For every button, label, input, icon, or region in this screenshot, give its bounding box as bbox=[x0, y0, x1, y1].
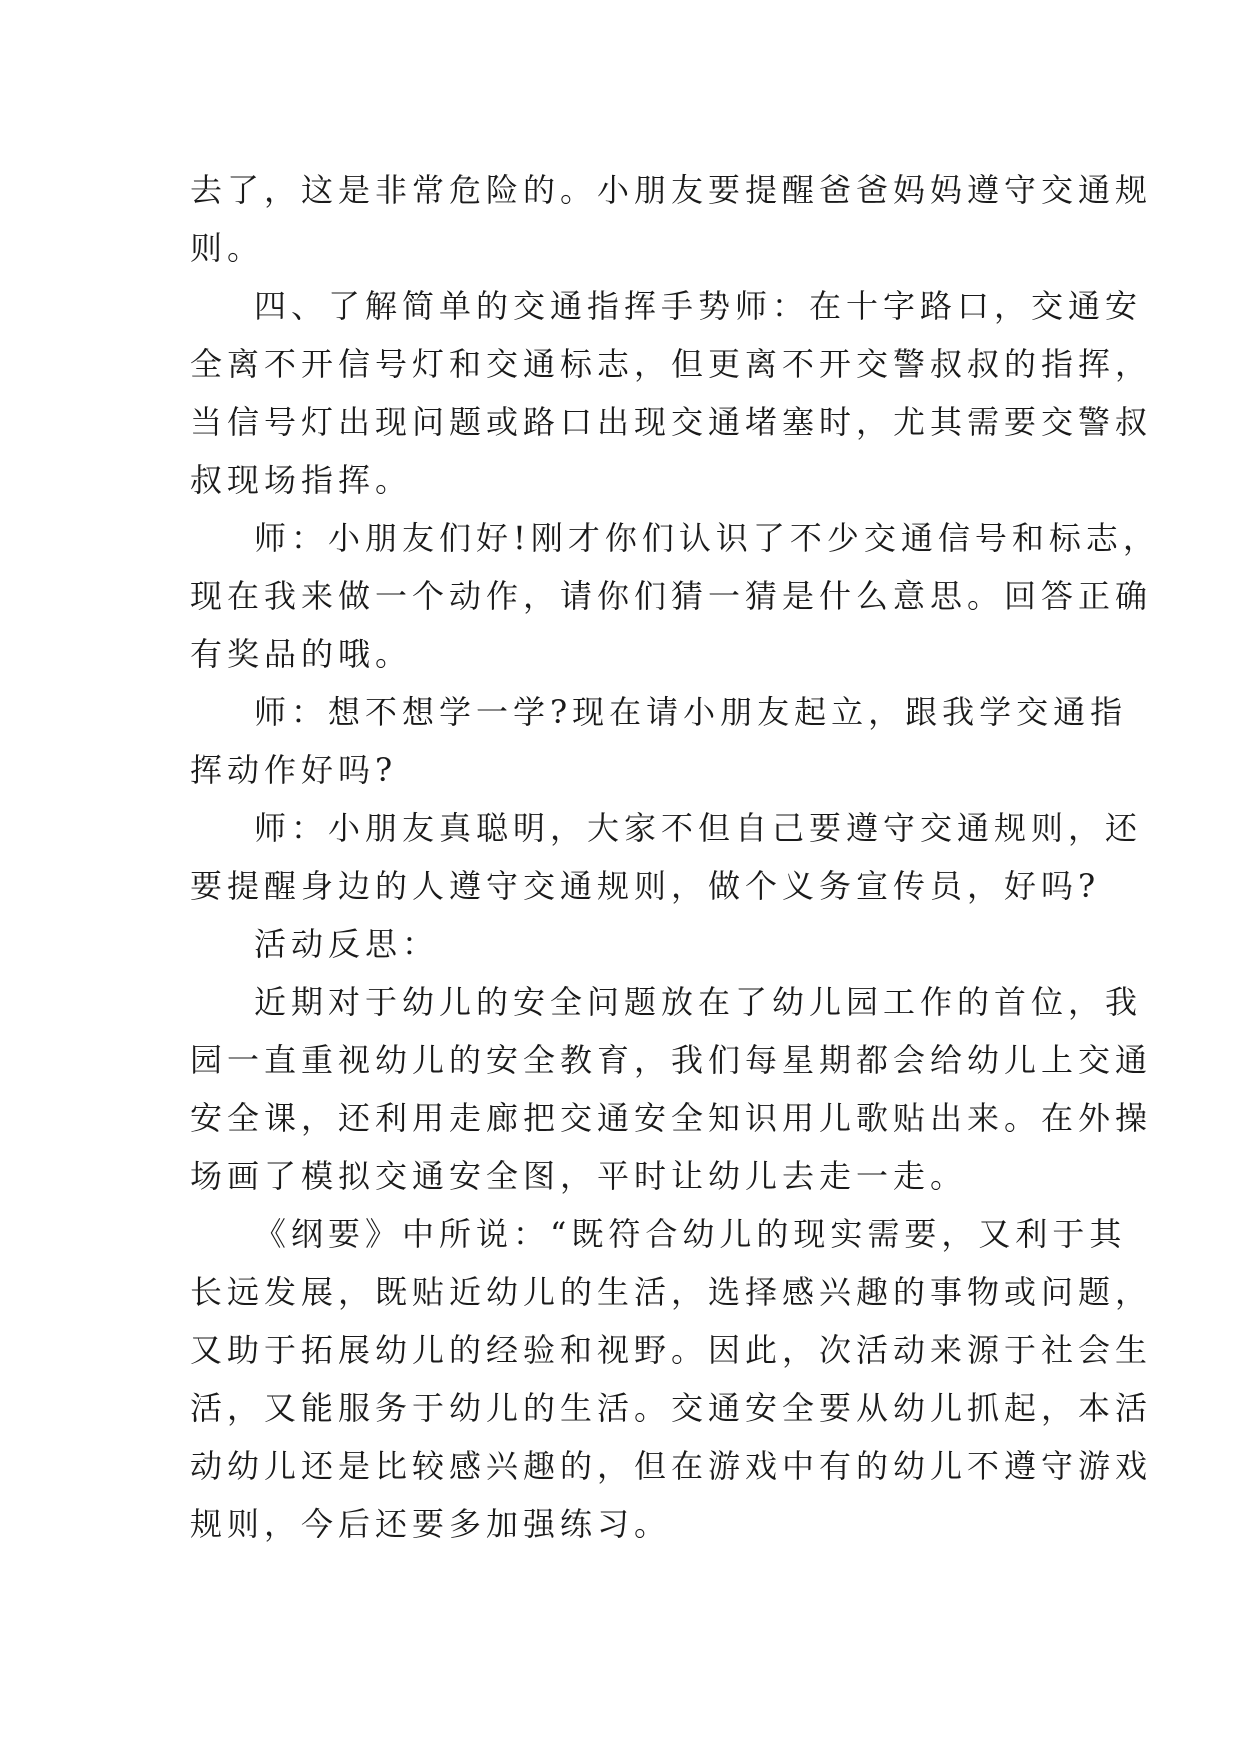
text-line: 叔现场指挥。 bbox=[190, 461, 413, 499]
text-line: 《纲要》中所说：“既符合幼儿的现实需要，又利于其 bbox=[254, 1215, 1127, 1253]
body-text bbox=[190, 161, 1160, 1553]
text-line: 要提醒身边的人遵守交通规则，做个义务宣传员，好吗? bbox=[190, 867, 1101, 905]
text-line: 安全课，还利用走廊把交通安全知识用儿歌贴出来。在外操 bbox=[190, 1099, 1153, 1137]
text-line: 园一直重视幼儿的安全教育，我们每星期都会给幼儿上交通 bbox=[190, 1041, 1153, 1079]
text-line: 师：小朋友们好!刚才你们认识了不少交通信号和标志， bbox=[254, 519, 1160, 557]
text-line: 挥动作好吗? bbox=[190, 751, 398, 789]
text-line: 当信号灯出现问题或路口出现交通堵塞时，尤其需要交警叔 bbox=[190, 403, 1153, 441]
text-line: 长远发展，既贴近幼儿的生活，选择感兴趣的事物或问题， bbox=[190, 1273, 1153, 1311]
text-line: 动幼儿还是比较感兴趣的，但在游戏中有的幼儿不遵守游戏 bbox=[190, 1447, 1153, 1485]
text-line: 全离不开信号灯和交通标志，但更离不开交警叔叔的指挥， bbox=[190, 345, 1153, 383]
text-line: 活，又能服务于幼儿的生活。交通安全要从幼儿抓起，本活 bbox=[190, 1389, 1153, 1427]
text-line: 场画了模拟交通安全图，平时让幼儿去走一走。 bbox=[190, 1157, 968, 1195]
text-line: 规则，今后还要多加强练习。 bbox=[190, 1505, 672, 1543]
text-line: 则。 bbox=[190, 229, 265, 267]
text-line: 又助于拓展幼儿的经验和视野。因此，次活动来源于社会生 bbox=[190, 1331, 1153, 1369]
text-line: 有奖品的哦。 bbox=[190, 635, 413, 673]
section-heading: 活动反思： bbox=[254, 925, 440, 963]
text-line: 现在我来做一个动作，请你们猜一猜是什么意思。回答正确 bbox=[190, 577, 1153, 615]
text-line: 四、了解简单的交通指挥手势师：在十字路口，交通安 bbox=[254, 287, 1143, 325]
text-line: 近期对于幼儿的安全问题放在了幼儿园工作的首位，我 bbox=[254, 983, 1143, 1021]
text-line: 师：小朋友真聪明，大家不但自己要遵守交通规则，还 bbox=[254, 809, 1143, 847]
text-line: 师：想不想学一学?现在请小朋友起立，跟我学交通指 bbox=[254, 693, 1128, 731]
text-line: 去了，这是非常危险的。小朋友要提醒爸爸妈妈遵守交通规 bbox=[190, 171, 1153, 209]
